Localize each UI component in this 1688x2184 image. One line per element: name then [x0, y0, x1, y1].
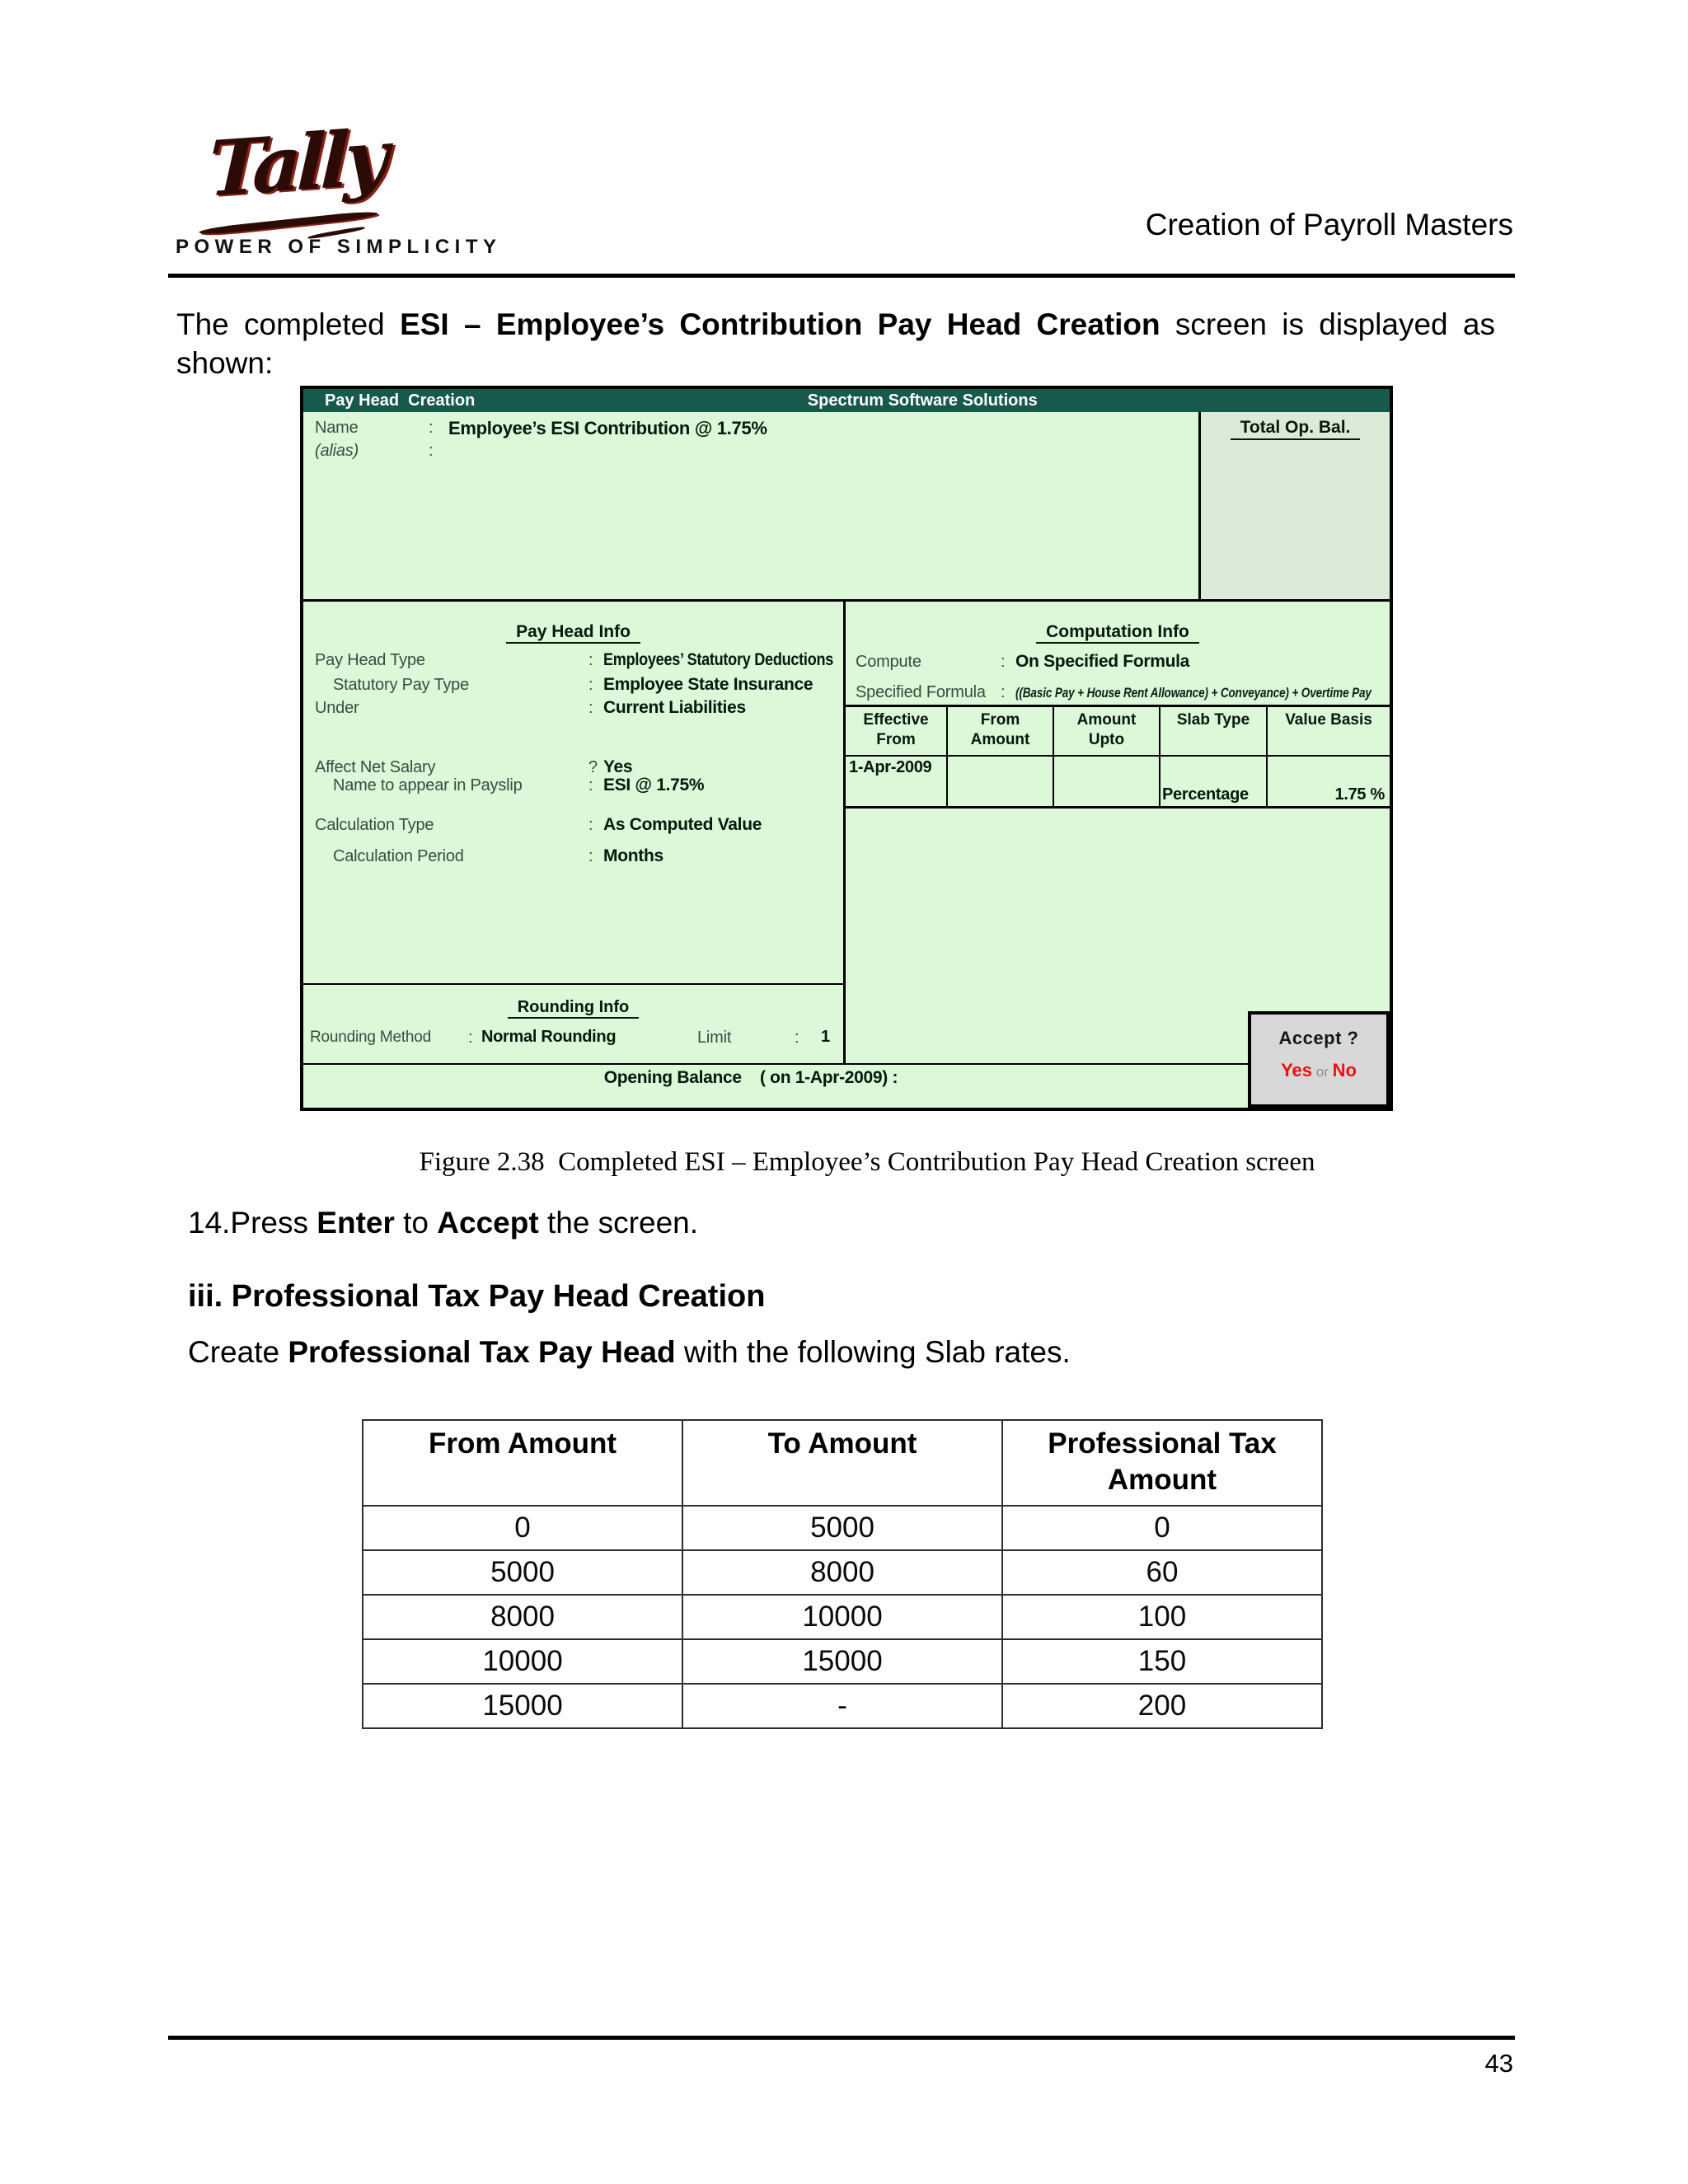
table-row: [363, 1684, 1322, 1728]
specified-formula-text: ((Basic Pay + House Rent Allowance) + Conveyance) + Overtime Pay: [1015, 685, 1372, 701]
table-row: [363, 1639, 1322, 1684]
step-14-enter: Enter: [316, 1206, 395, 1240]
pay-head-info-heading-wrap: [303, 622, 843, 642]
alias-separator: :: [429, 442, 434, 460]
slab-rates-table: [362, 1419, 1323, 1729]
page-header-title: Creation of Payroll Masters: [1145, 208, 1513, 241]
step-14: [188, 1203, 698, 1242]
rounding-method-sep: :: [468, 1029, 473, 1047]
specified-formula-label: Specified Formula: [856, 683, 986, 701]
step-14-mid: to: [394, 1206, 438, 1240]
accept-no-button[interactable]: No: [1332, 1060, 1357, 1080]
calculation-period-sep: :: [588, 847, 593, 865]
slab-header-line: Amount: [1076, 711, 1137, 729]
tally-screen-title: Pay Head Creation: [325, 391, 476, 410]
slab-header-slab-type: [1160, 707, 1266, 757]
tally-logo: [176, 112, 502, 264]
affect-net-salary-value[interactable]: Yes: [603, 757, 633, 776]
name-field[interactable]: Employee’s ESI Contribution @ 1.75%: [448, 418, 767, 438]
slab-header-line: Value Basis: [1285, 711, 1372, 729]
cell-tax: 150: [1002, 1639, 1322, 1684]
pay-head-type-value-text: Employees’ Statutory Deductions: [603, 650, 834, 669]
col-header-to-amount: To Amount: [682, 1420, 1002, 1506]
under-label: Under: [315, 699, 359, 717]
slab-col-slab-type: [1160, 707, 1268, 806]
statutory-pay-type-label: Statutory Pay Type: [333, 676, 470, 694]
slab-header-effective-from: [846, 707, 946, 757]
header-rule: [168, 274, 1515, 278]
slab-col-from-amount: [948, 707, 1054, 806]
table-row: [363, 1595, 1322, 1639]
cell-from: 15000: [363, 1684, 682, 1728]
cell-tax: 60: [1002, 1550, 1322, 1595]
cell-from: 0: [363, 1506, 682, 1550]
name-label: Name: [315, 419, 359, 437]
under-sep: :: [588, 699, 593, 717]
accept-dialog: [1248, 1011, 1390, 1108]
calculation-period-value[interactable]: Months: [603, 846, 663, 865]
accept-title: Accept ?: [1278, 1028, 1359, 1048]
slab-header-line: Amount: [970, 731, 1030, 748]
create-bold: Professional Tax Pay Head: [288, 1335, 676, 1369]
calculation-type-value[interactable]: As Computed Value: [603, 815, 762, 834]
create-post: with the following Slab rates.: [675, 1335, 1071, 1369]
intro-paragraph-line2: shown:: [176, 346, 274, 380]
computation-info-heading: Computation Info: [1036, 622, 1199, 644]
pay-head-info-heading: Pay Head Info: [506, 622, 640, 644]
tally-logo-script: Tally: [207, 112, 386, 214]
accept-yes-button[interactable]: Yes: [1281, 1060, 1312, 1080]
slab-type-value: Percentage: [1162, 785, 1249, 804]
create-pre: Create: [188, 1335, 288, 1369]
slab-header-value-basis: [1268, 707, 1390, 757]
name-separator: :: [429, 419, 434, 437]
cell-from: 10000: [363, 1639, 682, 1684]
accept-or-label: or: [1315, 1064, 1329, 1080]
rounding-limit-sep: :: [795, 1029, 799, 1047]
slab-cell-slab-type[interactable]: [1160, 757, 1266, 806]
intro-text-pre: The completed: [176, 307, 401, 341]
statutory-pay-type-value[interactable]: Employee State Insurance: [603, 675, 814, 694]
cell-to: 5000: [682, 1506, 1002, 1550]
cell-tax: 100: [1002, 1595, 1322, 1639]
intro-paragraph-line1: [176, 305, 1495, 344]
total-op-bal-label: Total Op. Bal.: [1231, 418, 1361, 440]
col-header-professional-tax-amount: Professional Tax Amount: [1002, 1420, 1322, 1506]
table-row: [363, 1550, 1322, 1595]
cell-tax: 200: [1002, 1684, 1322, 1728]
rounding-method-label: Rounding Method: [310, 1029, 431, 1046]
payslip-name-sep: :: [588, 776, 593, 794]
slab-col-value-basis: [1268, 707, 1390, 806]
specified-formula-sep: :: [1001, 683, 1006, 701]
table-row: [363, 1506, 1322, 1550]
cell-to: 15000: [682, 1639, 1002, 1684]
affect-net-salary-label: Affect Net Salary: [315, 758, 436, 776]
tally-pay-head-creation-screenshot: [300, 386, 1393, 1111]
slab-cell-from-amount[interactable]: [948, 757, 1053, 806]
specified-formula-value[interactable]: [1015, 685, 1461, 701]
total-op-bal-panel: [1198, 412, 1390, 599]
cell-from: 5000: [363, 1550, 682, 1595]
effective-from-value: 1-Apr-2009: [849, 758, 932, 776]
slab-col-amount-upto: [1054, 707, 1160, 806]
slab-header-line: Effective: [863, 711, 929, 729]
rounding-method-value[interactable]: Normal Rounding: [481, 1028, 617, 1046]
tally-titlebar: [303, 389, 1390, 412]
step-14-post: the screen.: [538, 1206, 699, 1240]
page-number: 43: [1484, 2049, 1513, 2078]
calculation-period-label: Calculation Period: [333, 847, 464, 865]
under-value[interactable]: Current Liabilities: [603, 698, 746, 717]
rounding-info-heading: Rounding Info: [508, 998, 640, 1019]
accept-yes-no: [1251, 1060, 1386, 1081]
col-header-from-amount: From Amount: [363, 1420, 682, 1506]
rounding-info-heading-wrap: [303, 998, 843, 1017]
step-14-accept: Accept: [437, 1206, 539, 1240]
cell-to: -: [682, 1684, 1002, 1728]
alias-label: (alias): [315, 442, 359, 460]
cell-from: 8000: [363, 1595, 682, 1639]
pay-head-type-sep: :: [588, 651, 593, 669]
compute-label: Compute: [856, 653, 921, 671]
computation-info-heading-wrap: [846, 622, 1390, 642]
intro-text-highlight: ESI – Employee’s Contribution Pay Head Creation: [400, 307, 1160, 341]
cell-to: 10000: [682, 1595, 1002, 1639]
section-heading: iii. Professional Tax Pay Head Creation: [188, 1279, 766, 1314]
slab-rates-header-row: [363, 1420, 1322, 1506]
payslip-name-value[interactable]: ESI @ 1.75%: [603, 776, 705, 794]
slab-header-line: From: [876, 731, 916, 748]
payslip-name-label: Name to appear in Payslip: [333, 776, 523, 794]
intro-text-post: screen is displayed as: [1160, 307, 1495, 341]
affect-net-salary-sep: ?: [588, 758, 598, 776]
opening-balance-divider: [303, 1063, 1390, 1065]
figure-caption: Figure 2.38 Completed ESI – Employee’s Contribution Pay Head Creation screen: [419, 1147, 1315, 1177]
footer-rule: [168, 2036, 1515, 2040]
cell-tax: 0: [1002, 1506, 1322, 1550]
tally-company-title: Spectrum Software Solutions: [807, 391, 1038, 410]
slab-header-from-amount: [948, 707, 1053, 757]
rounding-limit-value[interactable]: 1: [821, 1028, 830, 1046]
slab-cell-amount-upto[interactable]: [1054, 757, 1159, 806]
slab-cell-value-basis[interactable]: [1268, 757, 1390, 806]
slab-header-line: Upto: [1088, 731, 1125, 748]
cell-to: 8000: [682, 1550, 1002, 1595]
statutory-pay-type-sep: :: [588, 676, 593, 694]
slab-header-amount-upto: [1054, 707, 1159, 757]
calculation-type-label: Calculation Type: [315, 816, 434, 834]
pay-head-type-label: Pay Head Type: [315, 651, 425, 669]
pay-head-type-value[interactable]: [603, 650, 870, 670]
slab-col-effective-from: [846, 707, 948, 806]
computation-slab-table: [846, 705, 1390, 808]
mid-divider: [303, 599, 1390, 602]
slab-header-line: Slab Type: [1176, 711, 1250, 729]
calculation-type-sep: :: [588, 816, 593, 834]
rounding-limit-label: Limit: [697, 1029, 732, 1047]
create-instruction: [188, 1333, 1071, 1371]
rounding-divider: [303, 983, 844, 985]
tally-logo-tagline: POWER OF SIMPLICITY: [176, 236, 502, 258]
compute-value[interactable]: On Specified Formula: [1015, 652, 1190, 671]
compute-sep: :: [1001, 653, 1006, 671]
opening-balance-label[interactable]: Opening Balance ( on 1-Apr-2009) :: [603, 1068, 898, 1087]
value-basis-value: 1.75 %: [1334, 785, 1385, 804]
slab-cell-effective-from[interactable]: [846, 757, 946, 806]
slab-header-line: From: [980, 711, 1020, 729]
step-14-pre: 14.Press: [188, 1206, 317, 1240]
